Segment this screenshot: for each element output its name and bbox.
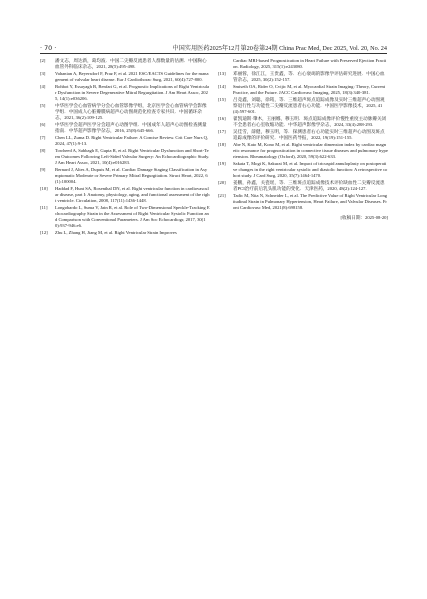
reference-item [218,84,388,96]
reference-text: Tadic M, Nita N, Schneider L, et al. The Predictive Value of Right Ventricular Longitudinal Strain in Pulmonary Hypertension, Heart Failure, and Valvular Diseases. Front Cardiovasc Med, 2021(8):698158. [233,192,388,210]
reference-number: [12] [40,230,48,236]
reference-item [218,116,388,128]
reference-text: Haddad F, Hunt SA, Rosenthal DN, et al. Right ventricular function in cardiovascular disease, part I: Anatomy, physiology, aging, and functional assessment of the right ventricle. Circulation, 2008, 117(11):1436-1448. [55,185,210,204]
reference-number: [10] [40,185,48,191]
reference-item [218,193,388,211]
reference-text: 吴佳雪，薛健，穆玉明，等．探测患者右心功能实时三维超声心动图及斑点追踪成像的评价研究．中国医药导报，2022, 19(19):151-155. [233,128,385,140]
received-date: [收稿日期：2025-08-20] [340,215,388,221]
page-header [40,40,387,52]
reference-item [40,103,210,121]
reference-item [218,180,388,192]
right-reference-list [218,71,388,211]
reference-item [40,71,210,83]
reference-item [40,122,210,134]
reference-text: Bohbot Y, Essayagh B, Benfari G, et al. Prognostic Implications of Right Ventricular Dysfunction in Severe Degenerative Mitral Regurgitation. J Am Heart Assoc, 2025, 14(1):e036206. [55,83,210,102]
reference-continuation: Cardiac MRI-based Prognostication in Heart Failure with Preserved Ejection Fraction. Radiology, 2025, 315(1):e243080. [233,58,387,70]
reference-text: 吕竞鑫，刘聪，徐筠，等．三维超声斑点追踪成像及实时三维超声心动图观察退行性与功能性二尖瓣反流患者右心功能．中国医学影像技术，2025, 41(4):597-601. [233,96,385,115]
reference-number: [16] [218,115,226,121]
page-number: · 70 · [40,44,57,52]
reference-number: [7] [40,134,46,140]
reference-number: [3] [40,70,46,76]
left-column [40,58,210,588]
reference-text: Smiseth OA, Rider O, Cvijic M, et al. Myocardial Strain Imaging: Theory, Current Practice, and the Future. JACC Cardiovasc Imaging, 2025, 18(3):340-381. [233,83,386,95]
reference-item [40,84,210,102]
reference-text: 姜鹏，孙鑫，关瓷瑶，等．三维斑点追踪成像技术评价缺血性二尖瓣反流患者PCI治疗前后乳头肌功能的变化．天津医药，2020, 48(2):124-127. [233,179,385,191]
reference-text: 潘文志，周达新，葛均波．中国二尖瓣反流患者人群数量的估测．中国胸心血管外科临床杂志，2021, 28(5):495-498. [55,58,207,70]
reference-text: 中华医学会超声医学分会超声心动图学组．中国成年人超声心动图检查测量指南．中华超声影像学杂志，2016, 25(8):645-666. [55,121,207,134]
header-rule [40,53,387,54]
reference-number: [15] [218,96,226,102]
reference-text: Vahanian A, Beyersdorf F, Praz F, et al. 2021 ESC/EACTS Guidelines for the management of valvular heart disease. Eur J Cardiothorac Surg, 2021, 60(4):727-800. [55,70,209,83]
reference-number: [14] [218,83,226,89]
reference-item [218,71,388,83]
journal-running-title: 中国实用医药2025年12月第20卷第24期 China Prac Med, Dec 2025, Vol. 20, No. 24 [172,45,387,52]
reference-text: 中华医学会心血管病学分会心血管影像学组，北京医学会心血管病学会影像学组．中国成人心脏瓣膜病超声心动图规范化检查专家共识．中国循环杂志，2021, 36(2):109-125. [55,102,207,121]
reference-text: Zhu L, Zhang H, Jiang M, et al. Right Ventricular Strain Improves [55,230,177,236]
reference-number: [9] [40,166,46,172]
reference-text: Longobardo L, Suma V, Jain R, et al. Role of Two-Dimensional Speckle-Tracking Echocardiography Strain in the Assessment of Right Ventricular Systolic Function and Comparison with Conventional Parameters. J Am Soc Echocardiogr, 2017, 30(10):937-946.e6. [55,204,210,229]
reference-text: 翟凯迪斯·肇木，王丽娜，穆玉明．斑点追踪成像评价慢性重度主动脉瓣关闭不全患者右心室收缩功能．中华超声影像学杂志，2024, 33(4):288-293. [233,115,387,127]
reference-item [40,148,210,166]
reference-text: Towheed A, Sabbagh E, Gupta R, et al. Right Ventricular Dysfunction and Short-Term Outcomes Following Left-Sided Valvular Surgery: An Echocardiographic Study. J Am Heart Assoc, 2021, 10(4):e016283. [55,147,210,166]
reference-number: [4] [40,83,46,89]
reference-item [218,129,388,141]
reference-text: Chen LL, Zuma D. Right Ventricular Failure: A Concise Review. Crit Care Nurs Q, 2024, 47(1):9-13. [55,134,209,146]
reference-item [218,142,388,160]
reference-number: [5] [40,102,46,108]
reference-text: Bernard J, Altes A, Dupuis M, et al. Cardiac Damage Staging Classification in Asymptomatic Moderate or Severe Primary Mitral Regurgitation. Struct Heart, 2022, 6(1):100004. [55,166,208,185]
reference-text: Sakata T, Mogi K, Sakurai M, et al. Impact of tricuspid annuloplasty on postoperative changes in the right ventricular systolic and diastolic function: A retrospective cohort study. J Card Surg, 2020, 35(7):1464-1470. [233,160,388,178]
reference-item [218,97,388,115]
reference-item [40,167,210,185]
reference-item [40,230,210,236]
reference-item [40,135,210,147]
reference-number: [21] [218,192,226,198]
reference-item [40,205,210,230]
references-body [40,58,388,588]
reference-text: Abe N, Kato M, Kono M, et al. Right ventricular dimension index by cardiac magnetic resonance for prognostication in connective tissue diseases and pulmonary hypertension. Rheumatology (Oxford), 2020, 59(3):622-633. [233,141,388,159]
reference-number: [8] [40,147,46,153]
reference-number: [13] [218,70,226,76]
reference-number: [19] [218,160,226,166]
reference-number: [6] [40,121,46,127]
right-column [218,58,388,588]
reference-number: [17] [218,128,226,134]
reference-number: [18] [218,141,226,147]
reference-number: [20] [218,179,226,185]
reference-item [40,58,210,70]
reference-number: [2] [40,58,46,63]
reference-number: [11] [40,204,48,210]
reference-item [218,161,388,179]
reference-item [40,186,210,204]
reference-text: 邓丽蓉，徐江江，王贵鑫，等．右心衰竭的影像学评估研究进展．中国心血管杂志，2025, 30(2):152-157. [233,70,385,83]
